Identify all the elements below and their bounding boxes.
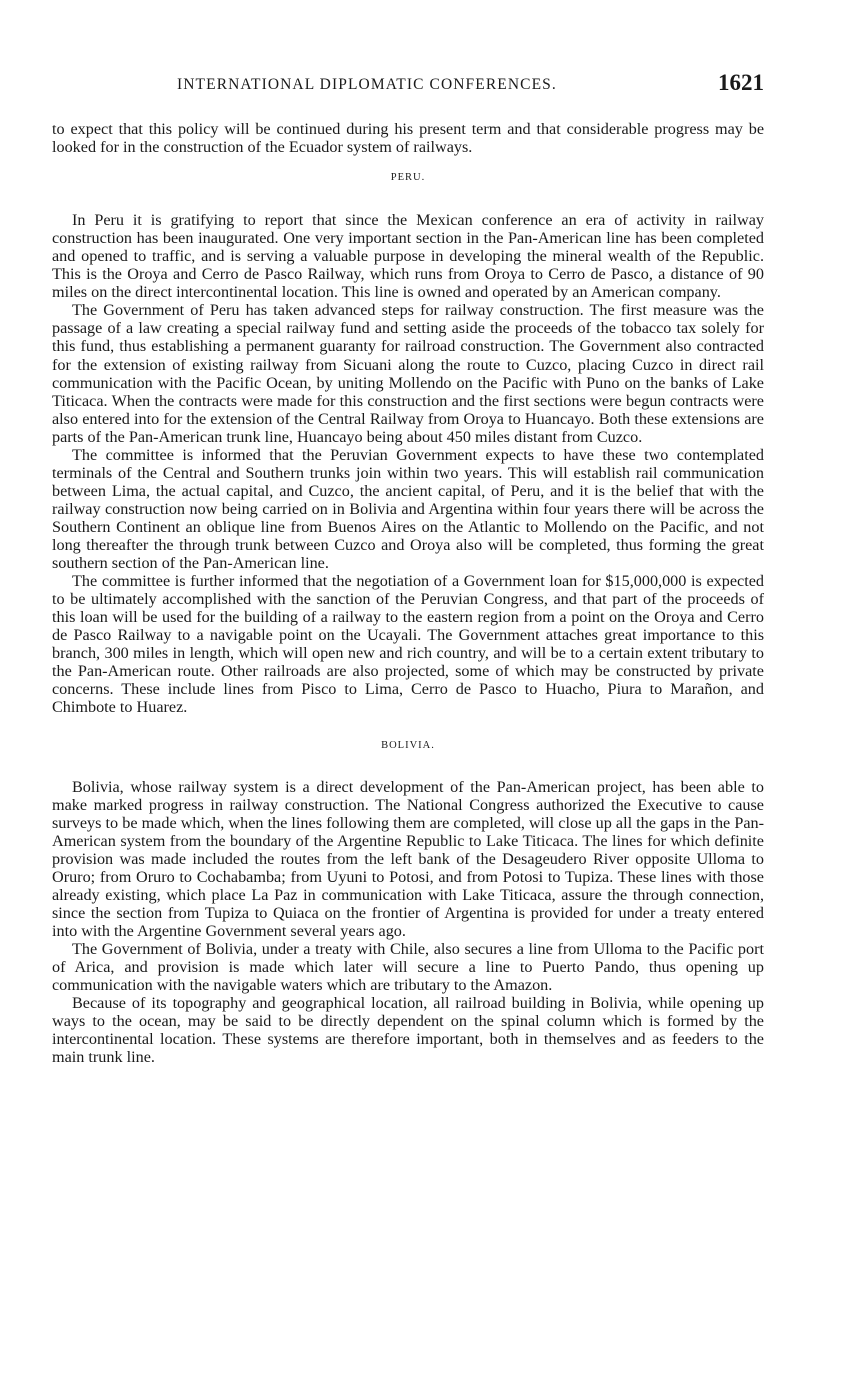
bolivia-paragraph: Because of its topography and geographical location, all railroad building in Bolivia, while opening up ways to the ocean, may be said to be directly dependent on the spinal column which is formed by the intercontinental location. These systems are therefore important, both in themselves and as feeders to the main trunk line. [52,994,764,1067]
section-heading-bolivia: BOLIVIA. [381,740,435,752]
running-title: INTERNATIONAL DIPLOMATIC CONFERENCES. [177,76,557,93]
intro-paragraph: to expect that this policy will be continued during his present term and that considerable progress may be looked for in the construction of the Ecuador system of railways. [52,120,764,157]
peru-paragraph: In Peru it is gratifying to report that since the Mexican conference an era of activity in railway construction has been inaugurated. One very important section in the Pan-American line has been completed and opened to traffic, and is serving a valuable purpose in developing the mineral wealth of the Republic. This is the Oroya and Cerro de Pasco Railway, which runs from Oroya to Cerro de Pasco, a distance of 90 miles on the direct intercontinental location. This line is owned and operated by an American company. [52,211,764,302]
bolivia-paragraph: The Government of Bolivia, under a treaty with Chile, also secures a line from Ulloma to the Pacific port of Arica, and provision is made which later will secure a line to Puerto Pando, thus opening up communication with the navigable waters which are tributary to the Amazon. [52,939,764,995]
peru-paragraph: The Government of Peru has taken advanced steps for railway construction. The first measure was the passage of a law creating a special railway fund and setting aside the proceeds of the tobacco tax solely for this fund, thus establishing a permanent guaranty for railroad construction. The Government also contracted for the extension of existing railway from Sicuani along the route to Cuzco, placing Cuzco in direct rail communication with the Pacific Ocean, by uniting Mollendo on the Pacific with Puno on the banks of Lake Titicaca. When the contracts were made for this construction and the first sections were begun contracts were also entered into for the extension of the Central Railway from Oroya to Huancayo. Both these extensions are parts of the Pan-American trunk line, Huancayo being about 450 miles distant from Cuzco. [52,301,764,446]
peru-paragraph: The committee is informed that the Peruvian Government expects to have these two contemplated terminals of the Central and Southern trunks join within two years. This will establish rail communication between Lima, the actual capital, and Cuzco, the ancient capital, of Peru, and it is the belief that with the railway construction now being carried on in Bolivia and Argentina within four years there will be across the Southern Continent an oblique line from Buenos Aires on the Atlantic to Mollendo on the Pacific, and not long thereafter the through trunk between Cuzco and Oroya also will be completed, thus forming the great southern section of the Pan-American line. [52,445,764,573]
page-body [52,120,764,1066]
running-header [52,70,764,104]
section-heading-peru: PERU. [390,172,426,184]
peru-paragraph: The committee is further informed that the negotiation of a Government loan for $15,000,000 is expected to be ultimately accomplished with the sanction of the Peruvian Congress, and that part of the proceeds of this loan will be used for the building of a railway to the eastern region from a point on the Oroya and Cerro de Pasco Railway to a navigable point on the Ucayali. The Government attaches great importance to this branch, 300 miles in length, which will open new and rich country, and will be to a certain extent tributary to the Pan-American route. Other railroads are also projected, some of which may be constructed by private concerns. These include lines from Pisco to Lima, Cerro de Pasco to Huacho, Piura to Marañon, and Chimbote to Huarez. [52,572,764,717]
page-number: 1621 [718,70,764,95]
bolivia-paragraph: Bolivia, whose railway system is a direct development of the Pan-American project, has been able to make marked progress in railway construction. The National Congress authorized the Executive to cause surveys to be made which, when the lines following them are completed, will close up all the gaps in the Pan-American system from the boundary of the Argentine Republic to Lake Titicaca. The lines for which definite provision was made included the routes from the left bank of the Desageudero River opposite Ulloma to Oruro; from Oruro to Cochabamba; from Uyuni to Potosi, and from Potosi to Tupiza. These lines with those already existing, which place La Paz in communication with Lake Titicaca, assure the through connection, since the section from Tupiza to Quiaca on the frontier of Argentina is provided for under a treaty entered into with the Argentine Government several years ago. [52,777,764,940]
